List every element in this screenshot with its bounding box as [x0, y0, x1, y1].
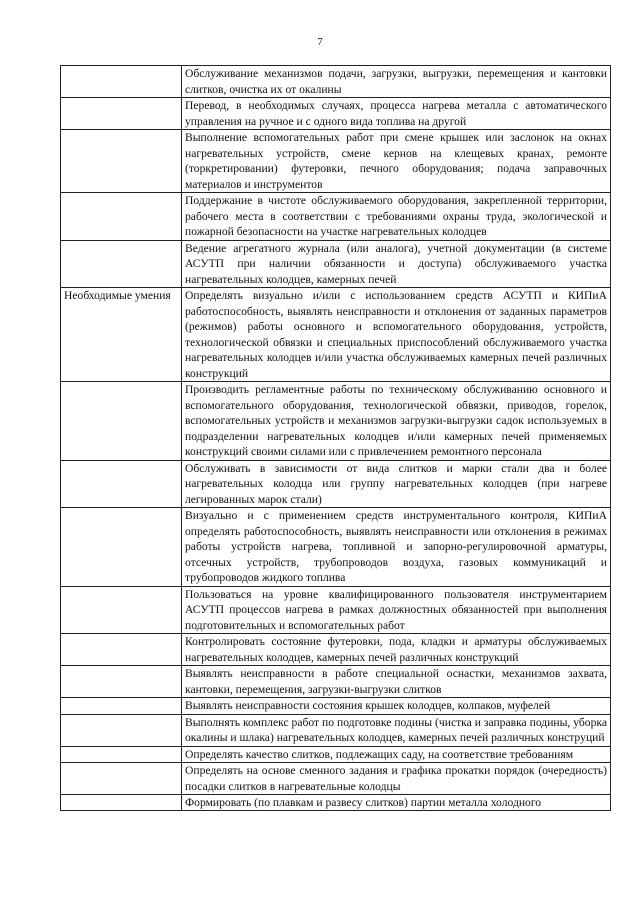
row-text: Определять визуально и/или с использованием средств АСУТП и КИПиА работоспособность, выявлять неисправности и отклонения от заданных параметров (режимов) работы основного и вспомогательного оборудования, устройств, технологической обвязки и специальных приспособлений обслуживаемого участка нагревательных колодцев и/или участка обслуживаемых камерных печей различных конструкций — [182, 288, 611, 382]
row-label — [61, 66, 182, 98]
row-label — [61, 460, 182, 508]
row-text: Обслуживать в зависимости от вида слитков и марки стали два и более нагревательных колодца или группу нагревательных колодцев (при нагреве легированных марок стали) — [182, 460, 611, 508]
table-row-cut-off — [61, 795, 611, 811]
table-row — [61, 240, 611, 288]
page-number: 7 — [317, 36, 323, 48]
row-label — [61, 193, 182, 241]
table-row — [61, 763, 611, 795]
section-label-skills: Необходимые умения — [61, 288, 182, 382]
table-row — [61, 746, 611, 763]
row-label — [61, 634, 182, 666]
table-row — [61, 586, 611, 634]
table-row — [61, 634, 611, 666]
table-row — [61, 508, 611, 587]
row-label — [61, 98, 182, 130]
row-text: Выявлять неисправности в работе специальной оснастки, механизмов захвата, кантовки, перемещения, загрузки-выгрузки слитков — [182, 666, 611, 698]
row-text: Ведение агрегатного журнала (или аналога), учетной документации (в системе АСУТП при наличии обязанности и доступа) обслуживаемого участка нагревательных колодцев, камерных печей — [182, 240, 611, 288]
row-text: Перевод, в необходимых случаях, процесса нагрева металла с автоматического управления на ручное и с одного вида топлива на другой — [182, 98, 611, 130]
row-text: Выявлять неисправности состояния крышек колодцев, колпаков, муфелей — [182, 698, 611, 715]
row-text: Формировать (по плавкам и развесу слитков) партии металла холодного — [185, 796, 542, 809]
table-row — [61, 666, 611, 698]
row-text: Выполнение вспомогательных работ при смене крышек или заслонок на окнах нагревательных устройств, смене кернов на клещевых кранах, ремонте (торкретировании) футеровки, печного оборудования; подача заправочных материалов и инструментов — [182, 130, 611, 193]
row-label — [61, 382, 182, 461]
row-label — [61, 130, 182, 193]
row-label — [61, 763, 182, 795]
row-label — [61, 795, 182, 811]
table-row — [61, 460, 611, 508]
row-label — [61, 586, 182, 634]
table-row — [61, 698, 611, 715]
row-label — [61, 746, 182, 763]
table-row — [61, 382, 611, 461]
row-text: Определять качество слитков, подлежащих саду, на соответствие требованиям — [182, 746, 611, 763]
table-row — [61, 66, 611, 98]
row-label — [61, 508, 182, 587]
row-text: Поддержание в чистоте обслуживаемого оборудования, закрепленной территории, рабочего места в соответствии с требованиями охраны труда, экологической и пожарной безопасности на участке нагревательных колодцев — [182, 193, 611, 241]
row-label — [61, 698, 182, 715]
row-text: Контролировать состояние футеровки, пода, кладки и арматуры обслуживаемых нагревательных колодцев, камерных печей различных конструкций — [182, 634, 611, 666]
row-text-truncated — [182, 795, 611, 811]
table-row — [61, 714, 611, 746]
row-label — [61, 240, 182, 288]
professional-standard-table — [60, 65, 611, 811]
table-row — [61, 193, 611, 241]
table-row — [61, 288, 611, 382]
table-row — [61, 130, 611, 193]
row-label — [61, 714, 182, 746]
row-text: Обслуживание механизмов подачи, загрузки, выгрузки, перемещения и кантовки слитков, очистка их от окалины — [182, 66, 611, 98]
row-text: Визуально и с применением средств инструментального контроля, КИПиА определять работоспособность, выявлять неисправности или отклонения в режимах работы устройств нагрева, топливной и запорно-регулировочной арматуры, отсечных устройств, трубопроводов воздуха, газовых коммуникаций и трубопроводов жидкого топлива — [182, 508, 611, 587]
row-text: Производить регламентные работы по техническому обслуживанию основного и вспомогательного оборудования, технологической обвязки, приводов, горелок, вспомогательных устройств и механизмов загрузки-выгрузки садок используемых в подразделении нагревательных колодцев и/или камерных печей применяемых конструкций своими силами или с привлечением ремонтного персонала — [182, 382, 611, 461]
row-text: Выполнять комплекс работ по подготовке подины (чистка и заправка подины, уборка окалины и шлака) нагревательных колодцев, камерных печей различных констpуций — [182, 714, 611, 746]
row-label — [61, 666, 182, 698]
row-text: Пользоваться на уровне квалифицированного пользователя инструментарием АСУТП процессов нагрева в рамках должностных обязанностей при выполнения подготовительных и вспомогательных работ — [182, 586, 611, 634]
row-text: Определять на основе сменного задания и графика прокатки порядок (очередность) посадки слитков в нагревательные колодцы — [182, 763, 611, 795]
table-row — [61, 98, 611, 130]
